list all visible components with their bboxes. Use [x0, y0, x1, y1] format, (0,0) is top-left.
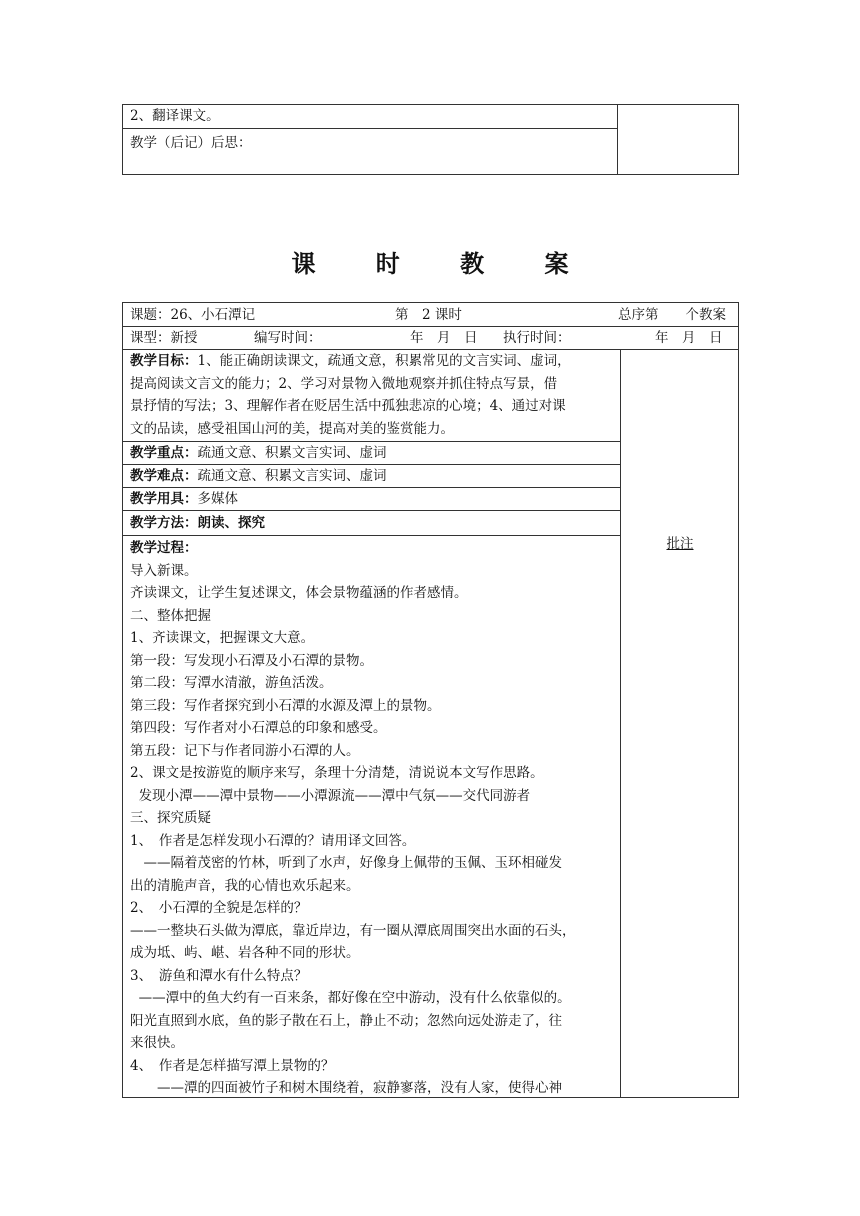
- annotation-label: 批注: [666, 536, 694, 552]
- process-line: 来很快。: [130, 1035, 184, 1051]
- methods-row: [130, 512, 265, 534]
- total-order: 总序第 个教案: [618, 307, 726, 323]
- process-line: 三、探究质疑: [130, 810, 211, 826]
- row-divider: [122, 510, 620, 511]
- process-line: ——隔着茂密的竹林，听到了水声，好像身上佩带的玉佩、玉环相碰发: [130, 855, 562, 871]
- written-date: 年 月 日: [410, 330, 478, 346]
- exec-time-label: 执行时间：: [503, 330, 571, 346]
- difficulties-text: 疏通文意、积累文言实词、虚词: [197, 468, 387, 484]
- process-line: 出的清脆声音，我的心情也欢乐起来。: [130, 877, 360, 894]
- methods-text: 朗读、探究: [197, 515, 265, 531]
- process-line: 第五段：记下与作者同游小石潭的人。: [130, 742, 360, 759]
- top-table-divider-v: [617, 104, 618, 175]
- process-line: 1、齐读课文，把握课文大意。: [130, 630, 315, 646]
- top-table-divider-h: [122, 128, 618, 129]
- exec-date: 年 月 日: [655, 330, 723, 346]
- postscript-label: 教学（后记）后思：: [130, 135, 252, 151]
- process-line: 第二段：写潭水清澈，游鱼活泼。: [130, 675, 333, 691]
- tools-text: 多媒体: [197, 491, 238, 507]
- objectives-line: 提高阅读文言文的能力；2、学习对景物入微地观察并抓住特点写景，借: [130, 375, 558, 392]
- lesson-number: 第 2 课时: [395, 307, 462, 323]
- objectives-line: 文的品读，感受祖国山河的美，提高对美的鉴赏能力。: [130, 420, 454, 437]
- process-line: 1、 作者是怎样发现小石潭的？请用译文回答。: [130, 832, 416, 849]
- tools-label: 教学用具：: [130, 491, 198, 507]
- process-line: 齐读课文，让学生复述课文，体会景物蕴涵的作者感情。: [130, 585, 468, 601]
- process-line: 发现小潭——潭中景物——小潭源流——潭中气氛——交代同游者: [130, 787, 531, 804]
- process-line: 二、整体把握: [130, 607, 211, 624]
- key-points-label: 教学重点：: [130, 445, 198, 461]
- process-line: ——潭的四面被竹子和树木围绕着，寂静寥落，没有人家，使得心神: [130, 1080, 562, 1096]
- process-line: 阳光直照到水底，鱼的影子散在石上，静止不动；忽然向远处游走了，往: [130, 1012, 562, 1029]
- process-line: 第三段：写作者探究到小石潭的水源及潭上的景物。: [130, 697, 441, 714]
- page-title: 课 时 教 案: [291, 250, 595, 278]
- objectives-line: 1、能正确朗读课文，疏通文意，积累常见的文言实词、虚词，: [197, 353, 571, 369]
- process-line: 3、 游鱼和潭水有什么特点？: [130, 967, 308, 984]
- process-line: 第四段：写作者对小石潭总的印象和感受。: [130, 720, 387, 736]
- process-line: 成为坻、屿、嵁、岩各种不同的形状。: [130, 945, 360, 961]
- row-divider: [122, 535, 620, 536]
- lesson-type: 课型：新授: [130, 330, 198, 346]
- process-label: 教学过程：: [130, 540, 198, 556]
- translate-text: 2、翻译课文。: [130, 108, 220, 124]
- process-line: 导入新课。: [130, 562, 198, 579]
- process-line: 2、课文是按游览的顺序来写，条理十分清楚，清说说本文写作思路。: [130, 765, 544, 781]
- process-line: 第一段：写发现小石潭及小石潭的景物。: [130, 652, 373, 669]
- process-line: 2、 小石潭的全貌是怎样的？: [130, 900, 308, 916]
- difficulties-row: [130, 465, 387, 487]
- tools-row: [130, 488, 238, 510]
- objectives-label: 教学目标：: [130, 353, 198, 369]
- process-line: 4、 作者是怎样描写潭上景物的？: [130, 1057, 335, 1074]
- difficulties-label: 教学难点：: [130, 468, 198, 484]
- objectives-line: 景抒情的写法；3、理解作者在贬居生活中孤独悲凉的心境；4、通过对课: [130, 398, 566, 414]
- process-block: [130, 537, 576, 1100]
- topic-text: 课题：26、小石潭记: [130, 307, 256, 323]
- methods-label: 教学方法：: [130, 515, 198, 531]
- annotation-column-divider: [620, 349, 621, 1098]
- key-points-row: [130, 442, 387, 464]
- process-line: ——潭中的鱼大约有一百来条，都好像在空中游动，没有什么依靠似的。: [130, 990, 571, 1006]
- written-time-label: 编写时间：: [254, 330, 322, 346]
- process-line: ——一整块石头做为潭底，靠近岸边，有一圈从潭底周围突出水面的石头，: [130, 922, 576, 939]
- objectives-block: [130, 350, 571, 440]
- key-points-text: 疏通文意、积累文言实词、虚词: [197, 445, 387, 461]
